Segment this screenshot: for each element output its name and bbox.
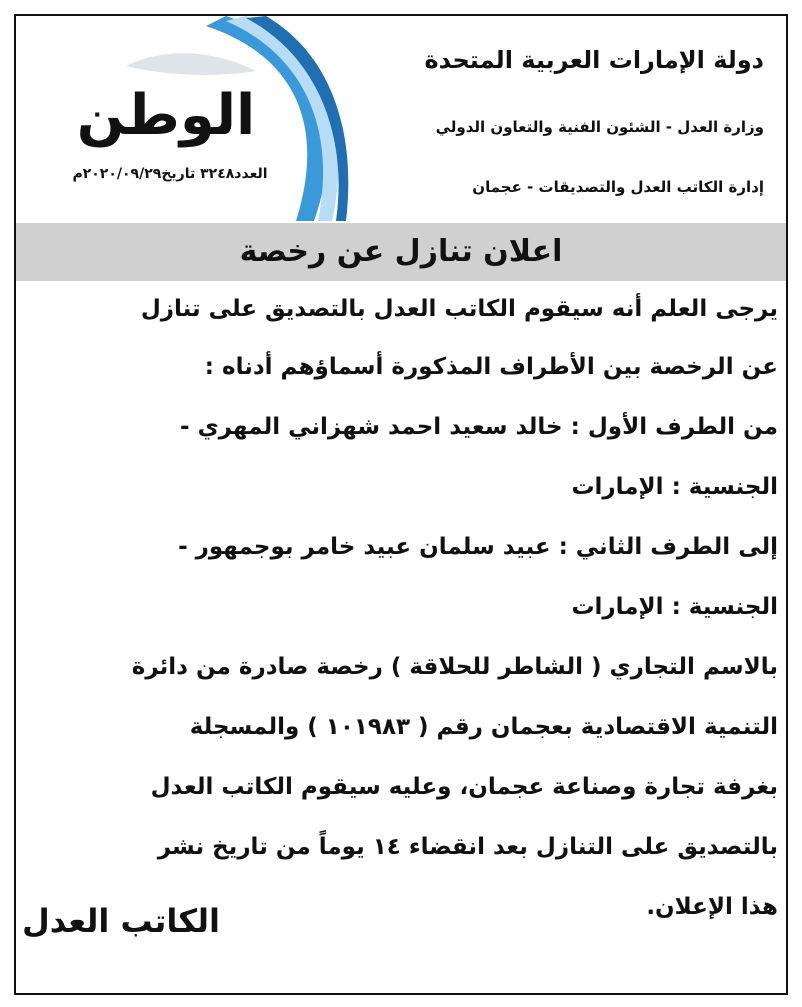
body-line: يرجى العلم أنه سيقوم الكاتب العدل بالتصديق على تنازل (140, 296, 778, 322)
newspaper-name: الوطن (76, 83, 256, 148)
body-line: التنمية الاقتصادية بعجمان رقم ( ١٠١٩٨٣ ) والمسجلة (189, 714, 778, 740)
body-line: عن الرخصة بين الأطراف المذكورة أسماؤهم أدناه : (204, 354, 778, 380)
department-name: إدارة الكاتب العدل والتصديقات - عجمان (472, 178, 764, 196)
body-line: من الطرف الأول : خالد سعيد احمد شهزاني المهري - (180, 414, 778, 440)
body-line: بالاسم التجاري ( الشاطر للحلاقة ) رخصة صادرة من دائرة (131, 654, 778, 680)
signature: الكاتب العدل (22, 902, 220, 940)
ministry-name: وزارة العدل - الشئون الفنية والتعاون الدولي (435, 118, 764, 136)
issue-info: العدد٣٢٤٨ تاريخ٢٠٢٠/٠٩/٢٩م (72, 166, 268, 182)
country-name: دولة الإمارات العربية المتحدة (424, 46, 764, 74)
body-line: بغرفة تجارة وصناعة عجمان، وعليه سيقوم الكاتب العدل (150, 774, 778, 800)
body-line: الجنسية : الإمارات (571, 474, 778, 500)
body-line: الجنسية : الإمارات (571, 594, 778, 620)
announcement-title: اعلان تنازل عن رخصة (239, 234, 563, 269)
body-line: هذا الإعلان. (646, 894, 778, 920)
body-line: بالتصديق على التنازل بعد انقضاء ١٤ يوماً من تاريخ نشر (157, 834, 778, 860)
header (16, 16, 786, 221)
body-line: إلى الطرف الثاني : عبيد سلمان عبيد خامر بوجمهور - (178, 534, 778, 560)
announcement-frame (14, 14, 788, 995)
title-bar (16, 223, 786, 281)
